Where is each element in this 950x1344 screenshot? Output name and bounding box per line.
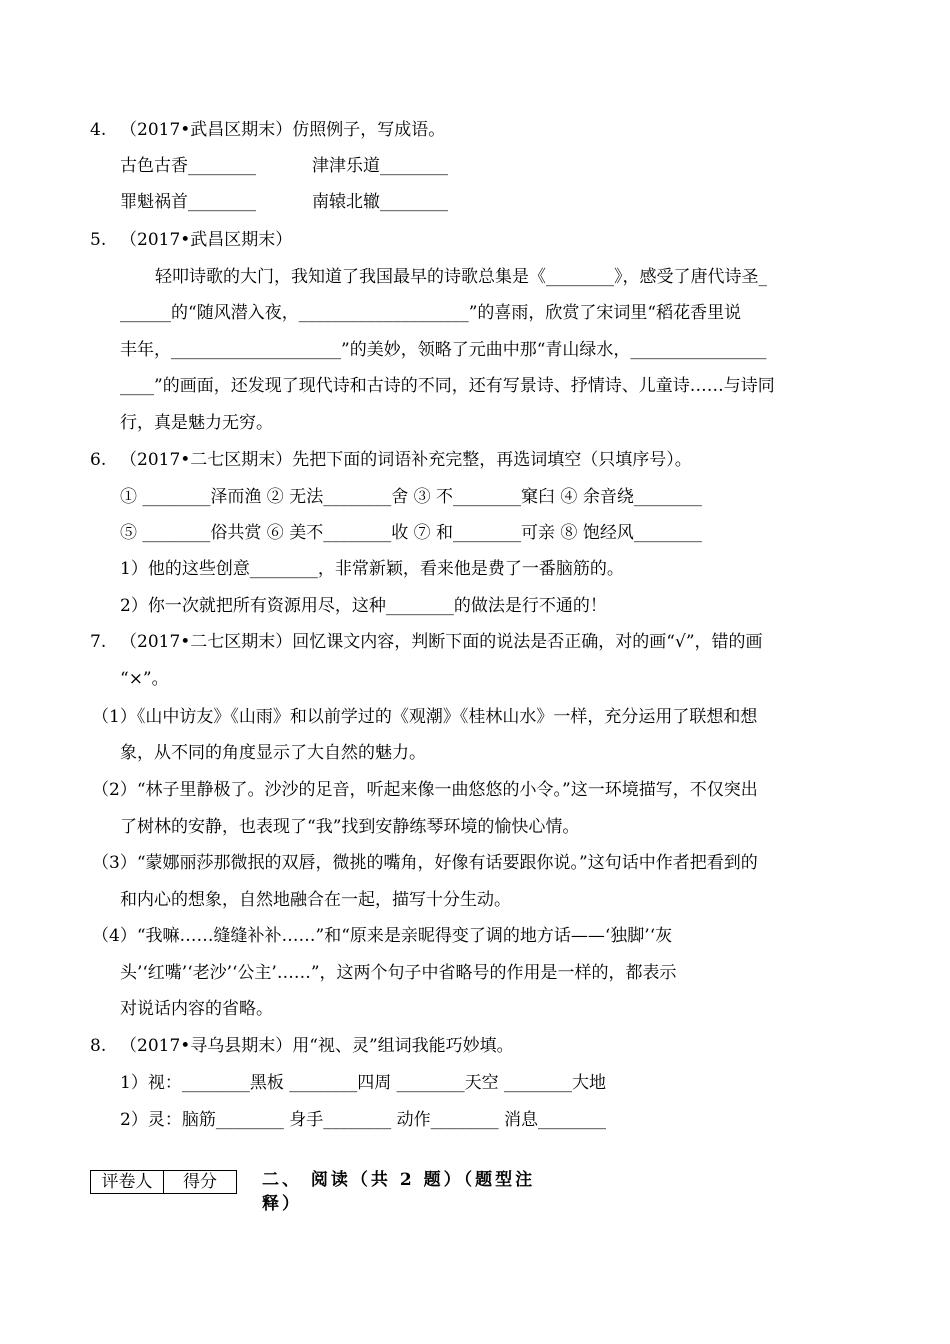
q7-item-1: （1）《山中访友》《山雨》和以前学过的《观潮》《桂林山水》一样，充分运用了联想和想 <box>92 707 758 727</box>
q7-number: 7. <box>90 632 107 652</box>
q4-item-1: 古色古香________ <box>120 156 256 176</box>
grading-table <box>90 1170 237 1194</box>
q7-stem-cont: “×”。 <box>120 669 169 689</box>
q5-line-2: ______的“随风潜入夜，____________________”的喜雨，欣赏了宋词里“稻花香里说 <box>120 303 742 323</box>
q5-stem: （2017•武昌区期末） <box>120 230 293 250</box>
q7-item-2: （2）“林子里静极了。沙沙的足音，听起来像一曲悠悠的小令。”这一环境描写，不仅突出 <box>92 780 758 800</box>
q6-words-row-1: ① ________泽而渔 ② 无法________舍 ③ 不________窠臼 ④ 余音绕________ <box>120 487 702 507</box>
q7-item-2-cont: 了树林的安静，也表现了“我”找到安静练琴环境的愉快心情。 <box>120 817 580 837</box>
q5-line-3: 丰年，____________________”的美妙，领略了元曲中那“青山绿水，________________ <box>120 340 767 360</box>
q6-number: 6. <box>90 450 107 470</box>
q4-number: 4. <box>90 120 107 140</box>
q8-stem: （2017•寻乌县期末）用“视、灵”组词我能巧妙填。 <box>120 1036 514 1056</box>
grader-cell: 评卷人 <box>91 1171 164 1194</box>
q7-item-4-cont-1: 头’‘红嘴’‘老沙’‘公主’……”，这两个句子中省略号的作用是一样的，都表示 <box>120 963 677 983</box>
q7-item-3: （3）“蒙娜丽莎那微抿的双唇，微挑的嘴角，好像有话要跟你说。”这句话中作者把看到的 <box>92 853 758 873</box>
q7-item-4: （4）“我嘛……缝缝补补……”和“原来是亲昵得变了调的地方话——‘独脚’‘灰 <box>92 926 673 946</box>
q4-item-4: 南辕北辙________ <box>312 192 448 212</box>
q8-number: 8. <box>90 1036 107 1056</box>
q6-sentence-1: 1）他的这些创意________，非常新颖，看来他是费了一番脑筋的。 <box>120 559 624 579</box>
q6-stem: （2017•二七区期末）先把下面的词语补充完整，再选词填空（只填序号）。 <box>120 450 692 470</box>
q7-item-1-cont: 象，从不同的角度显示了大自然的魅力。 <box>120 743 426 763</box>
q4-item-3: 罪魁祸首________ <box>120 192 256 212</box>
q7-item-4-cont-2: 对说话内容的省略。 <box>120 999 273 1019</box>
q8-row-1: 1）视：________黑板 ________四周 ________天空 ________大地 <box>120 1073 607 1093</box>
score-cell: 得分 <box>164 1171 237 1194</box>
q8-row-2: 2）灵：脑筋________ 身手________ 动作________ 消息________ <box>120 1110 607 1130</box>
q5-line-5: 行，真是魅力无穷。 <box>120 413 273 433</box>
section-title: 二、 阅读（共 2 题）（题型注 <box>262 1170 536 1190</box>
q5-number: 5. <box>90 230 107 250</box>
q7-stem: （2017•二七区期末）回忆课文内容，判断下面的说法是否正确，对的画“√”，错的画 <box>120 632 763 652</box>
q4-item-2: 津津乐道________ <box>312 156 448 176</box>
q7-item-3-cont: 和内心的想象，自然地融合在一起，描写十分生动。 <box>120 890 511 910</box>
section-title-cont: 释） <box>262 1194 302 1214</box>
q6-sentence-2: 2）你一次就把所有资源用尽，这种________的做法是行不通的！ <box>120 596 607 616</box>
q5-line-4: ____”的画面，还发现了现代诗和古诗的不同，还有写景诗、抒情诗、儿童诗……与诗同 <box>120 376 775 396</box>
q6-words-row-2: ⑤ ________俗共赏 ⑥ 美不________收 ⑦ 和________可亲 ⑧ 饱经风________ <box>120 523 702 543</box>
q5-line-1: 轻叩诗歌的大门，我知道了我国最早的诗歌总集是《________》，感受了唐代诗圣_ <box>155 267 767 287</box>
q4-stem: （2017•武昌区期末）仿照例子，写成语。 <box>120 120 446 140</box>
